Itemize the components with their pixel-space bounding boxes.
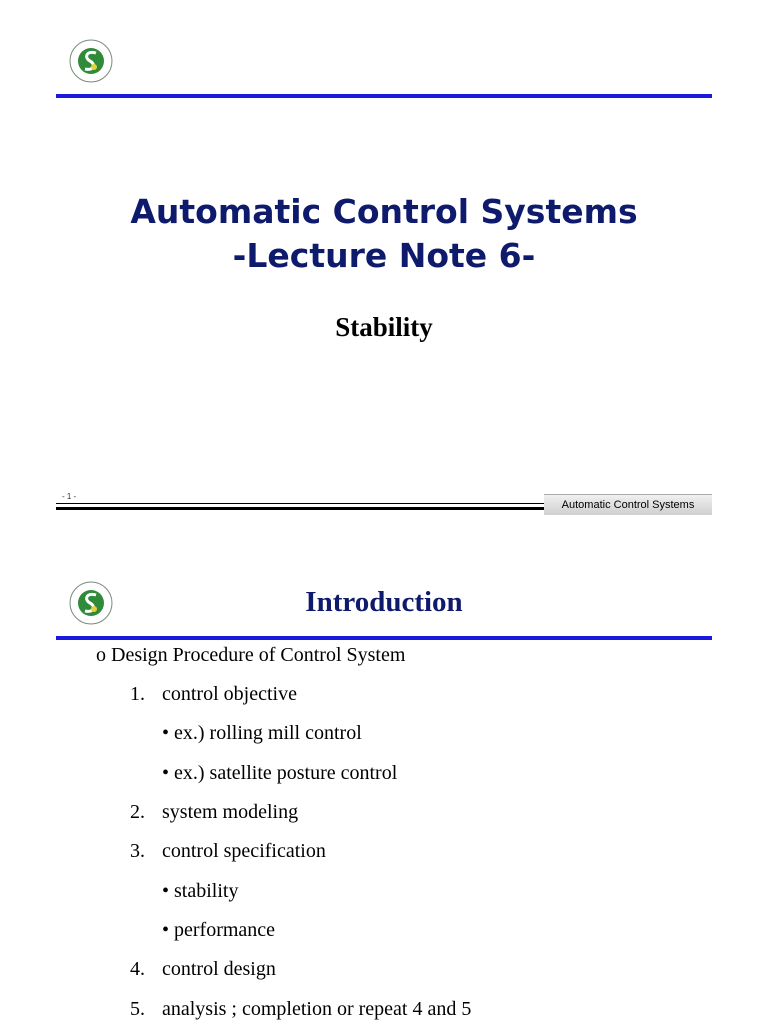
slide-title: Introduction <box>305 586 463 618</box>
list-subitem: • performance <box>162 919 276 941</box>
section-heading: o Design Procedure of Control System <box>96 644 406 666</box>
footer-rule-thick <box>56 507 544 510</box>
list-item: 4. control design <box>130 958 276 980</box>
list-item: 2. system modeling <box>130 801 299 823</box>
list-subitem: • ex.) satellite posture control <box>162 762 398 784</box>
page-number: - 1 - <box>62 492 77 501</box>
list-item: 3. control specification <box>130 840 326 862</box>
header-rule <box>56 636 712 640</box>
list-subitem: • stability <box>162 880 239 902</box>
introduction-slide <box>0 520 768 1024</box>
list-item: 1. control objective <box>130 683 297 705</box>
lecture-title-line2: -Lecture Note 6- <box>232 236 536 275</box>
list-subitem: • ex.) rolling mill control <box>162 722 362 744</box>
university-logo-icon <box>68 38 114 84</box>
lecture-title-line1: Automatic Control Systems <box>130 192 638 231</box>
lecture-subtitle: Stability <box>335 312 433 342</box>
header-rule <box>56 94 712 98</box>
footer-rule-thin <box>56 503 544 504</box>
footer-label: Automatic Control Systems <box>544 494 712 515</box>
list-item: 5. analysis ; completion or repeat 4 and 5 <box>130 998 472 1020</box>
